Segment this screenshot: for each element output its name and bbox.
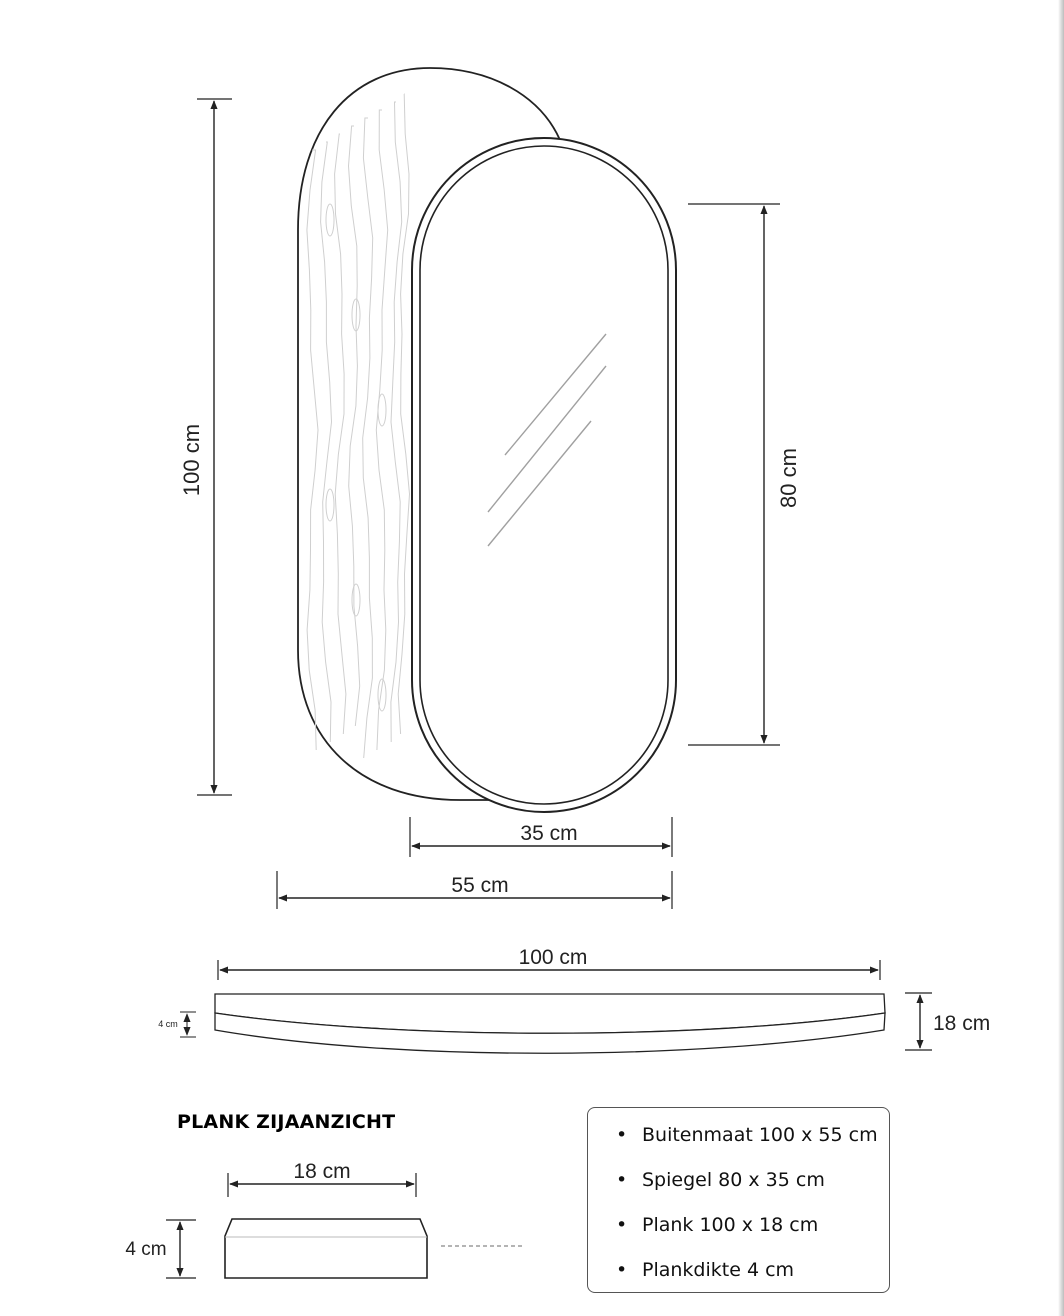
spec-item: • Spiegel 80 x 35 cm [616,1167,889,1212]
dim-mirror-width [410,817,672,857]
dim-plank-depth-label: 18 cm [933,1012,991,1035]
dim-height-total [179,99,232,795]
mirror [412,138,676,812]
side-view-title: PLANK ZIJAANZICHT [177,1111,396,1133]
specs-list [588,1108,889,1302]
spec-item: • Plank 100 x 18 cm [616,1212,889,1257]
plank-drawing [158,946,990,1053]
plank-side-view [125,1160,525,1278]
dim-mirror-width-label: 35 cm [520,822,578,845]
dim-side-thickness-label: 4 cm [125,1239,167,1260]
dim-plank-length-label: 100 cm [518,946,588,969]
dim-plank-thickness-small-label: 4 cm [158,1019,178,1029]
dim-total-width [277,871,672,909]
page-edge-shadow [1058,0,1064,1316]
spec-item: • Plankdikte 4 cm [616,1257,889,1302]
specs-box [587,1107,890,1293]
dim-total-width-label: 55 cm [451,874,509,897]
dim-mirror-height [688,204,801,745]
dim-height-total-label: 100 cm [179,423,204,497]
dim-side-depth-label: 18 cm [293,1160,351,1183]
dim-mirror-height-label: 80 cm [776,448,801,508]
spec-item: • Buitenmaat 100 x 55 cm [616,1122,889,1167]
